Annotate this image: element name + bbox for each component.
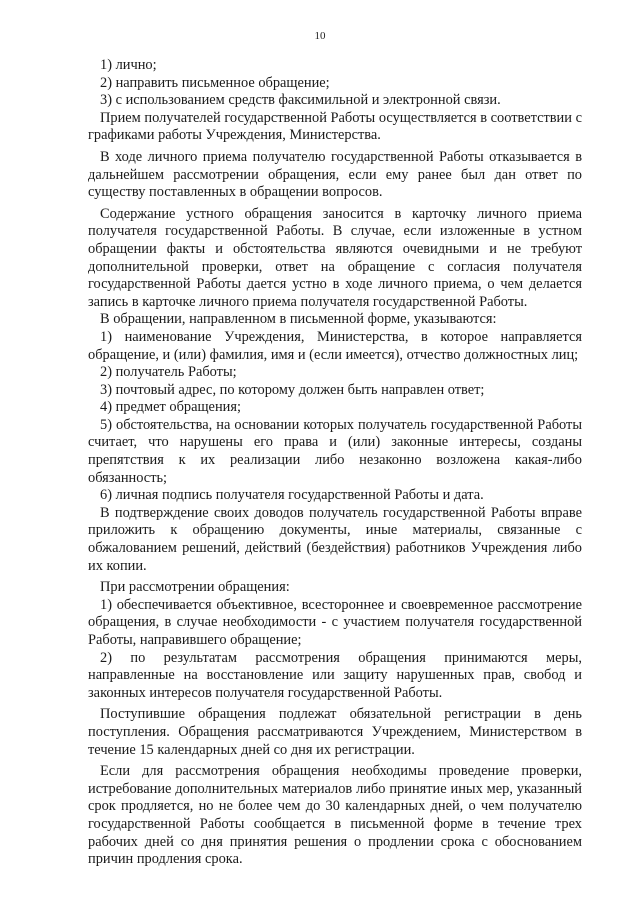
paragraph-19: Если для рассмотрения обращения необходимы проведение проверки, истребование дополнительных материалов либо принятие иных мер, указанный срок продляется, но не более чем до 30 календарных дней, о чем получателю государственной Работы сообщается в письменной форме в течение трех рабочих дней со дня принятия решения о продлении срока с обоснованием причин продления срока. <box>88 763 582 868</box>
paragraph-8: 1) наименование Учреждения, Министерства, в которое направляется обращение, и (или) фамилия, имя и (если имеется), отчество должностных лиц; <box>88 328 582 363</box>
paragraph-15: При рассмотрении обращения: <box>100 579 290 596</box>
paragraph-2: 2) направить письменное обращение; <box>100 74 330 91</box>
document-body <box>88 57 582 869</box>
paragraph-6: Содержание устного обращения заносится в карточку личного приема получателя государственной Работы. В случае, если изложенные в устном обращении факты и обстоятельства являются очевидными и не требуют дополнительной проверки, ответ на обращение с согласия получателя государственной Работы дается устно в ходе личного приема, о чем делается запись в карточке личного приема получателя государственной Работы. <box>88 205 582 310</box>
paragraph-13: 6) личная подпись получателя государственной Работы и дата. <box>100 487 484 504</box>
paragraph-18: Поступившие обращения подлежат обязательной регистрации в день поступления. Обращения рассматриваются Учреждением, Министерством в течение 15 календарных дней со дня их регистрации. <box>88 706 582 758</box>
paragraph-17: 2) по результатам рассмотрения обращения принимаются меры, направленные на восстановление или защиту нарушенных прав, свобод и законных интересов получателя государственной Работы. <box>88 649 582 701</box>
paragraph-11: 4) предмет обращения; <box>100 399 241 416</box>
paragraph-10: 3) почтовый адрес, по которому должен быть направлен ответ; <box>100 381 485 398</box>
paragraph-12: 5) обстоятельства, на основании которых получатель государственной Работы считает, что нарушены его права и (или) законные интересы, созданы препятствия к их реализации либо незаконно возложена какая-либо обязанность; <box>88 416 582 486</box>
paragraph-3: 3) с использованием средств факсимильной и электронной связи. <box>100 92 501 109</box>
paragraph-9: 2) получатель Работы; <box>100 364 237 381</box>
paragraph-16: 1) обеспечивается объективное, всестороннее и своевременное рассмотрение обращения, в случае необходимости - с участием получателя государственной Работы, направившего обращение; <box>88 596 582 648</box>
paragraph-7: В обращении, направленном в письменной форме, указываются: <box>100 311 497 328</box>
paragraph-1: 1) лично; <box>100 57 157 73</box>
paragraph-5: В ходе личного приема получателю государственной Работы отказывается в дальнейшем рассмотрении обращения, если ему ранее был дан ответ по существу поставленных в обращении вопросов. <box>88 148 582 201</box>
paragraph-4: Прием получателей государственной Работы осуществляется в соответствии с графиками работы Учреждения, Министерства. <box>88 109 582 144</box>
page-number: 10 <box>314 30 326 42</box>
paragraph-14: В подтверждение своих доводов получатель государственной Работы вправе приложить к обращению документы, иные материалы, связанные с обжалованием решений, действий (бездействия) работников Учреждения либо их копии. <box>88 504 582 574</box>
